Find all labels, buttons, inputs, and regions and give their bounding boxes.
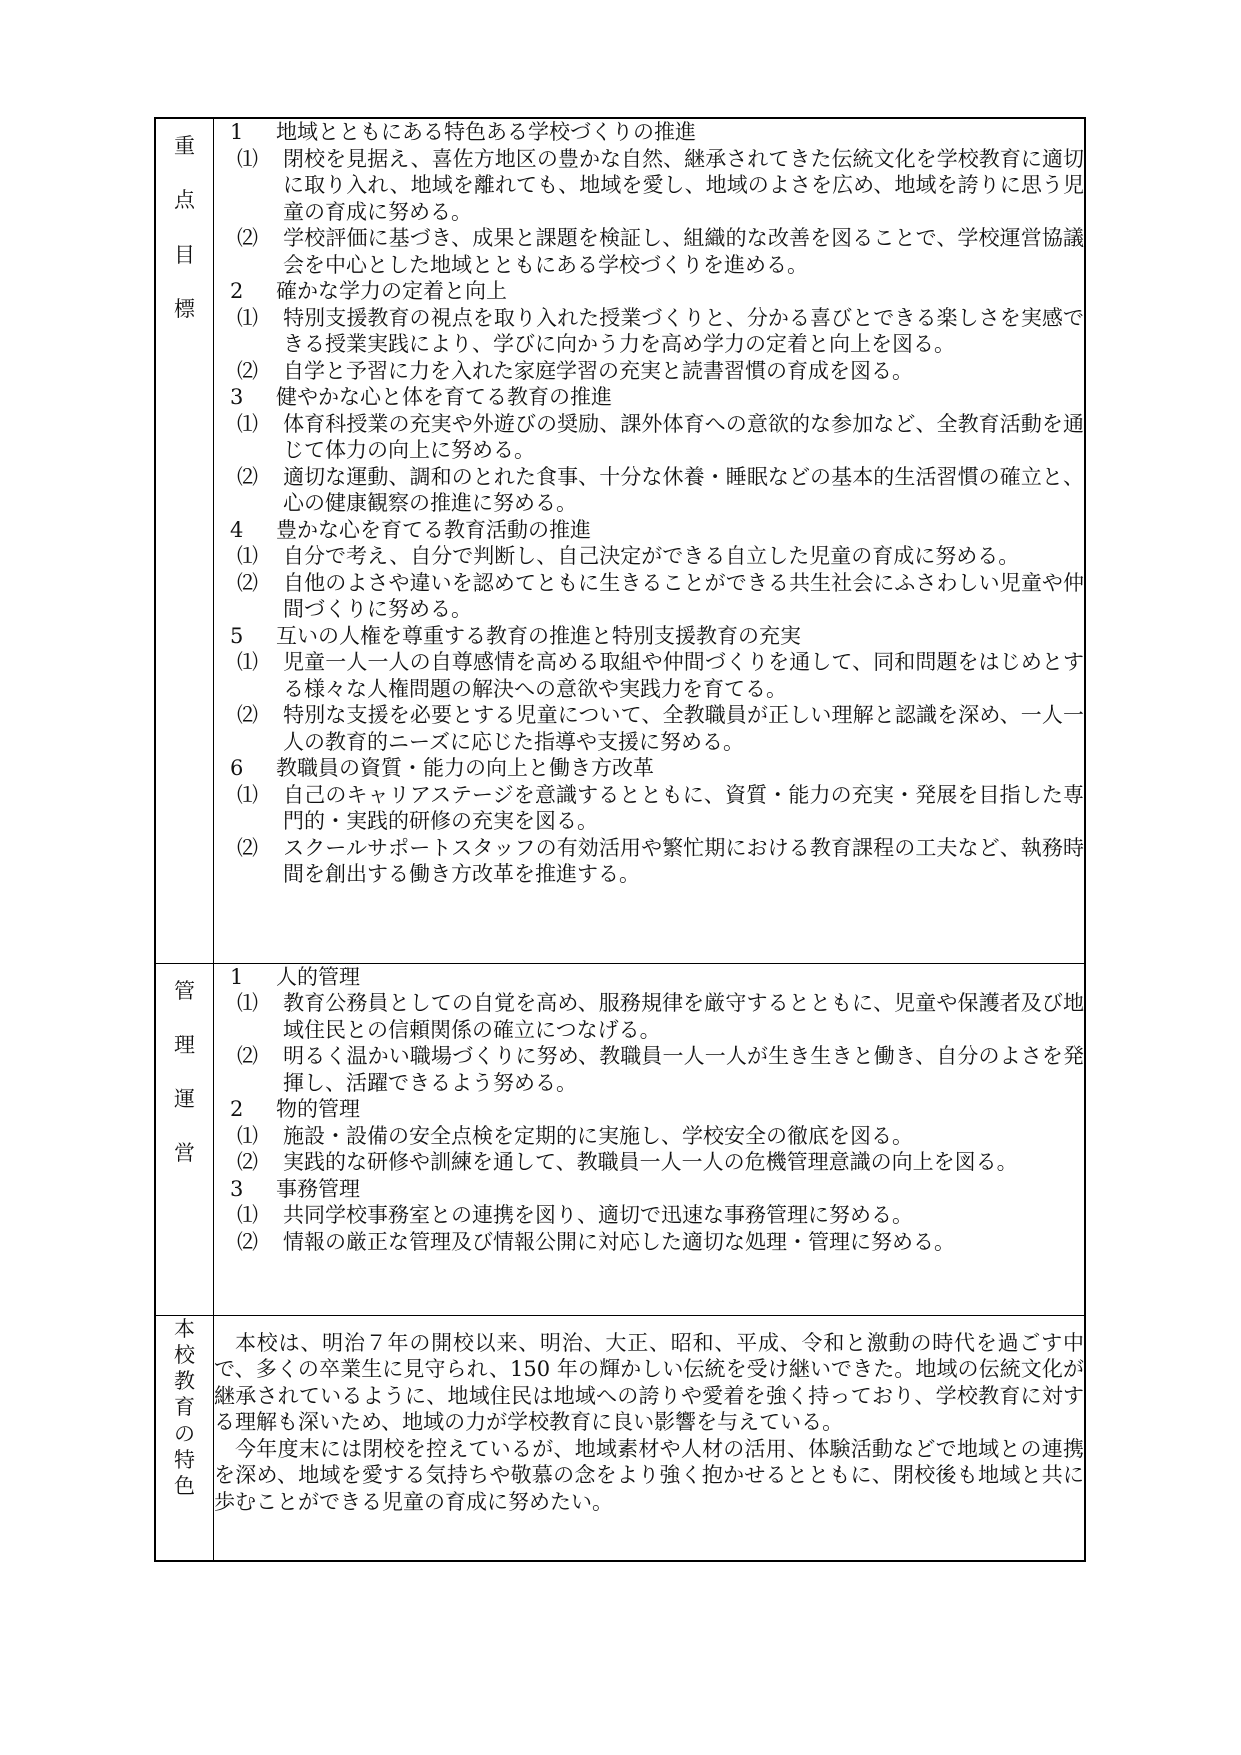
label-char: 育 [174,1395,195,1420]
section-title: 確かな学力の定着と向上 [276,279,507,303]
section-heading [214,384,1084,411]
label-char: 校 [174,1342,195,1367]
item-text: 自己のキャリアステージを意識するとともに、資質・能力の充実・発展を目指した専門的・実践的研修の充実を図る。 [283,782,1084,833]
item-text: 教育公務員としての自覚を高め、服務規律を厳守するとともに、児童や保護者及び地域住民との信頼関係の確立につなげる。 [283,991,1084,1042]
section-title: 互いの人権を尊重する教育の推進と特別支援教育の充実 [276,623,801,648]
item-number: ⑴ [237,1203,258,1227]
section-heading [214,623,1084,650]
list-item [214,1123,1084,1150]
label-management [155,963,214,1315]
item-text: 自他のよさや違いを認めてともに生きることができる共生社会にふさわしい児童や仲間づくりに努める。 [283,570,1084,621]
label-char: 管 [174,978,195,1003]
row-school-features [155,1315,1085,1561]
item-number: ⑴ [237,782,258,807]
item-text: 明るく温かい職場づくりに努め、教職員一人一人が生き生きと働き、自分のよさを発揮し、活躍できるよう努める。 [283,1044,1084,1095]
section-number: 6 [230,756,244,780]
section-title: 豊かな心を育てる教育活動の推進 [276,517,591,542]
section-heading [214,1176,1084,1203]
label-char: 目 [174,242,195,267]
list-item [214,570,1084,623]
section-heading [214,517,1084,544]
content-management [214,963,1086,1315]
item-text: 学校評価に基づき、成果と課題を検証し、組織的な改善を図ることで、学校運営協議会を中心とした地域とともにある学校づくりを進める。 [283,226,1084,277]
section-title: 健やかな心と体を育てる教育の推進 [276,385,612,409]
section-number: 2 [230,279,244,303]
item-number: ⑴ [237,1123,258,1148]
list-item [214,411,1084,464]
list-item [214,225,1084,278]
list-item [214,782,1084,835]
list-item [214,464,1084,517]
section-heading [214,119,1084,146]
item-number: ⑵ [237,835,258,860]
row-priority-goals [155,118,1085,963]
item-text: 情報の厳正な管理及び情報公開に対応した適切な処理・管理に努める。 [283,1229,955,1254]
list-item [214,1149,1084,1176]
paragraph: 本校は、明治７年の開校以来、明治、大正、昭和、平成、令和と激動の時代を過ごす中で、多くの卒業生に見守られ、150 年の輝かしい伝統を受け継いできた。地域の伝統文化が継承されているように、地域住民は地域への誇りや愛着を強く持っており、学校教育に対する理解も深いため、地域の力が学校教育に良い影響を与えている。 [214,1330,1084,1434]
section-heading [214,755,1084,782]
item-number: ⑴ [237,544,258,568]
item-number: ⑵ [237,358,258,383]
item-number: ⑵ [237,226,258,250]
row-label [156,119,213,336]
label-char: 標 [174,296,195,321]
item-text: 自分で考え、自分で判断し、自己決定ができる自立した児童の育成に努める。 [283,544,1020,568]
item-text: 自学と予習に力を入れた家庭学習の充実と読書習慣の育成を図る。 [283,358,913,383]
item-text: 実践的な研修や訓練を通して、教職員一人一人の危機管理意識の向上を図る。 [283,1150,1018,1174]
list-item [214,543,1084,570]
row-management [155,963,1085,1315]
section-number: 3 [230,385,244,409]
section-heading [214,278,1084,305]
section-heading [214,1096,1084,1123]
item-text: 児童一人一人の自尊感情を高める取組や仲間づくりを通して、同和問題をはじめとする様々な人権問題の解決への意欲や実践力を育てる。 [283,650,1084,701]
section-number: 1 [230,120,244,144]
item-text: 特別な支援を必要とする児童について、全教職員が正しい理解と認識を深め、一人一人の教育的ニーズに応じた指導や支援に努める。 [283,703,1084,754]
label-priority-goals [155,118,214,963]
label-char: 点 [174,188,195,213]
school-policy-table [154,117,1086,1562]
label-school-features [155,1315,214,1561]
list-item [214,1229,1084,1256]
label-char: の [174,1421,195,1446]
section-number: 1 [230,964,244,989]
section-title: 物的管理 [276,1097,360,1121]
section-heading [214,964,1084,991]
content-priority-goals [214,118,1086,963]
list-item [214,146,1084,226]
list-item [214,702,1084,755]
list-item [214,835,1084,888]
item-text: スクールサポートスタッフの有効活用や繁忙期における教育課程の工夫など、執務時間を創出する働き方改革を推進する。 [283,835,1084,886]
section-number: 2 [230,1097,244,1121]
label-char: 重 [174,134,195,158]
item-number: ⑵ [237,570,258,595]
section-title: 地域とともにある特色ある学校づくりの推進 [276,120,696,144]
item-number: ⑵ [237,1044,258,1068]
section-number: 3 [230,1176,244,1201]
label-char: 運 [174,1087,195,1111]
item-text: 共同学校事務室との連携を図り、適切で迅速な事務管理に努める。 [283,1203,913,1227]
section-number: 5 [230,623,244,648]
row-label [156,1316,213,1500]
item-number: ⑴ [237,650,258,674]
item-number: ⑴ [237,991,258,1015]
item-number: ⑵ [237,703,258,727]
list-item [214,1202,1084,1229]
list-item [214,358,1084,385]
item-text: 閉校を見据え、喜佐方地区の豊かな自然、継承されてきた伝統文化を学校教育に適切に取り入れ、地域を離れても、地域を愛し、地域のよさを広め、地域を誇りに思う児童の育成に努める。 [283,146,1084,224]
section-title: 事務管理 [276,1176,360,1201]
label-char: 営 [174,1141,195,1166]
item-text: 体育科授業の充実や外遊びの奨励、課外体育への意欲的な参加など、全教育活動を通じて体力の向上に努める。 [283,411,1084,462]
label-char: 特 [174,1447,195,1472]
section-number: 4 [230,517,244,542]
list-item [214,305,1084,358]
section-title: 教職員の資質・能力の向上と働き方改革 [276,756,654,780]
item-text: 特別支援教育の視点を取り入れた授業づくりと、分かる喜びとできる楽しさを実感できる授業実践により、学びに向かう力を高め学力の定着と向上を図る。 [283,305,1084,356]
list-item [214,1043,1084,1096]
item-text: 施設・設備の安全点検を定期的に実施し、学校安全の徹底を図る。 [283,1123,913,1148]
label-char: 理 [174,1032,195,1057]
item-number: ⑵ [237,464,258,489]
list-item [214,649,1084,702]
item-number: ⑴ [237,305,258,330]
list-item [214,990,1084,1043]
paragraph: 今年度末には閉校を控えているが、地域素材や人材の活用、体験活動などで地域との連携を深め、地域を愛する気持ちや敬慕の念をより強く抱かせるとともに、閉校後も地域と共に歩むことができる児童の育成に努めたい。 [214,1436,1084,1514]
row-label [156,964,213,1181]
item-number: ⑵ [237,1150,258,1174]
label-char: 色 [174,1474,195,1498]
section-title: 人的管理 [276,964,360,989]
label-char: 教 [174,1369,195,1393]
label-char: 本 [174,1316,195,1341]
item-text: 適切な運動、調和のとれた食事、十分な休養・睡眠などの基本的生活習慣の確立と、心の健康観察の推進に努める。 [283,464,1084,515]
content-school-features [214,1315,1086,1561]
item-number: ⑴ [237,146,258,171]
item-number: ⑵ [237,1229,258,1254]
item-number: ⑴ [237,411,258,436]
